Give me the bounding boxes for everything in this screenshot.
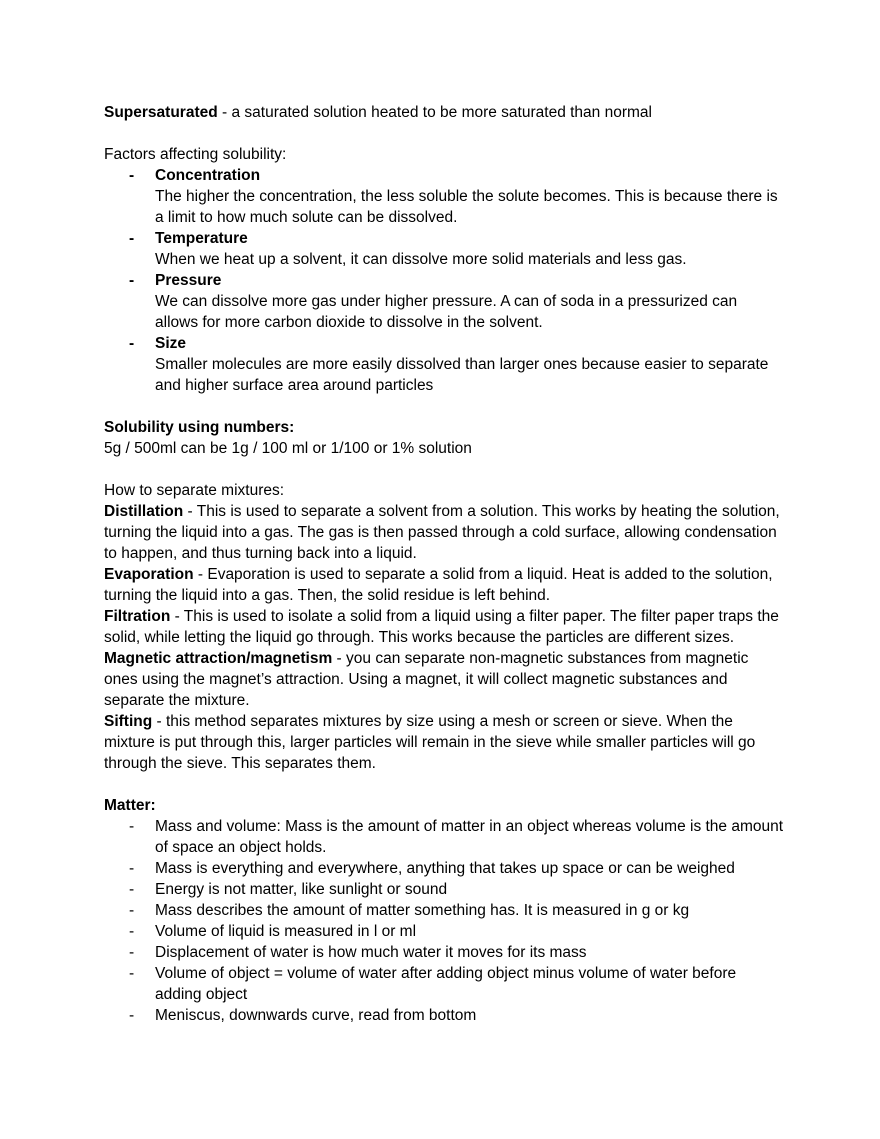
method-term: Filtration [104, 608, 171, 625]
spacer [104, 396, 784, 417]
factor-text: When we heat up a solvent, it can dissolve more solid materials and less gas. [155, 251, 687, 268]
method-text: - you can separate non-magnetic substances from magnetic ones using the magnet’s attraction. Using a magnet, it will collect magnetic substances and separate the mixture. [104, 650, 749, 709]
matter-item-text: Volume of liquid is measured in l or ml [155, 923, 417, 940]
method-text: - This is used to separate a solvent from a solution. This works by heating the solution, turning the liquid into a gas. The gas is then passed through a cold surface, allowing condensation to happen, and thus turning back into a liquid. [104, 503, 780, 562]
dash-bullet: - [129, 923, 135, 940]
matter-item-text: Mass and volume: Mass is the amount of matter in an object whereas volume is the amount of space an object holds. [155, 818, 784, 856]
dash-bullet: - [129, 818, 135, 835]
factor-title: Concentration [155, 167, 261, 184]
factor-text: We can dissolve more gas under higher pressure. A can of soda in a pressurized can allows for more carbon dioxide to dissolve in the solvent. [155, 293, 738, 331]
spacer [104, 123, 784, 144]
matter-item [104, 942, 784, 963]
method-term: Magnetic attraction/magnetism [104, 650, 333, 667]
factor-title: Temperature [155, 230, 248, 247]
factors-heading: Factors affecting solubility: [104, 146, 287, 163]
factors-list [104, 165, 784, 396]
supersaturated-definition [104, 102, 784, 123]
dash-bullet: - [129, 335, 135, 352]
matter-item-text: Volume of object = volume of water after adding object minus volume of water before adding object [155, 965, 737, 1003]
factor-item [104, 270, 784, 333]
separation-method [104, 606, 784, 648]
factor-item [104, 228, 784, 270]
dash-bullet: - [129, 902, 135, 919]
separation-method [104, 501, 784, 564]
matter-item [104, 858, 784, 879]
supersaturated-text: - a saturated solution heated to be more saturated than normal [217, 104, 652, 121]
method-text: - This is used to isolate a solid from a liquid using a filter paper. The filter paper traps the solid, while letting the liquid go through. This works because the particles are different sizes. [104, 608, 779, 646]
dash-bullet: - [129, 230, 135, 247]
separation-method [104, 648, 784, 711]
method-term: Sifting [104, 713, 153, 730]
spacer [104, 774, 784, 795]
method-text: - this method separates mixtures by size using a mesh or screen or sieve. When the mixture is put through this, larger particles will remain in the sieve while smaller particles will go through the sieve. This separates them. [104, 713, 756, 772]
matter-item-text: Displacement of water is how much water it moves for its mass [155, 944, 587, 961]
factor-item [104, 165, 784, 228]
separation-heading: How to separate mixtures: [104, 482, 285, 499]
separation-method [104, 564, 784, 606]
spacer [104, 459, 784, 480]
factor-text: The higher the concentration, the less soluble the solute becomes. This is because there is a limit to how much solute can be dissolved. [155, 188, 778, 226]
matter-item [104, 900, 784, 921]
dash-bullet: - [129, 965, 135, 982]
matter-heading: Matter: [104, 797, 156, 814]
dash-bullet: - [129, 167, 135, 184]
matter-item-text: Meniscus, downwards curve, read from bottom [155, 1007, 477, 1024]
document-page [104, 102, 784, 1026]
method-text: - Evaporation is used to separate a solid from a liquid. Heat is added to the solution, turning the liquid into a gas. Then, the solid residue is left behind. [104, 566, 773, 604]
separation-method [104, 711, 784, 774]
supersaturated-term: Supersaturated [104, 104, 218, 121]
matter-item-text: Mass describes the amount of matter something has. It is measured in g or kg [155, 902, 690, 919]
dash-bullet: - [129, 1007, 135, 1024]
matter-item-text: Energy is not matter, like sunlight or sound [155, 881, 448, 898]
dash-bullet: - [129, 860, 135, 877]
matter-item [104, 879, 784, 900]
matter-item [104, 963, 784, 1005]
factor-title: Pressure [155, 272, 222, 289]
method-term: Distillation [104, 503, 184, 520]
factor-item [104, 333, 784, 396]
matter-item [104, 816, 784, 858]
matter-item [104, 1005, 784, 1026]
matter-list [104, 816, 784, 1026]
factor-title: Size [155, 335, 187, 352]
dash-bullet: - [129, 272, 135, 289]
matter-item [104, 921, 784, 942]
dash-bullet: - [129, 881, 135, 898]
factor-text: Smaller molecules are more easily dissolved than larger ones because easier to separate and higher surface area around particles [155, 356, 769, 394]
method-term: Evaporation [104, 566, 194, 583]
numbers-heading: Solubility using numbers: [104, 419, 295, 436]
matter-item-text: Mass is everything and everywhere, anything that takes up space or can be weighed [155, 860, 735, 877]
dash-bullet: - [129, 944, 135, 961]
numbers-text: 5g / 500ml can be 1g / 100 ml or 1/100 or 1% solution [104, 440, 472, 457]
